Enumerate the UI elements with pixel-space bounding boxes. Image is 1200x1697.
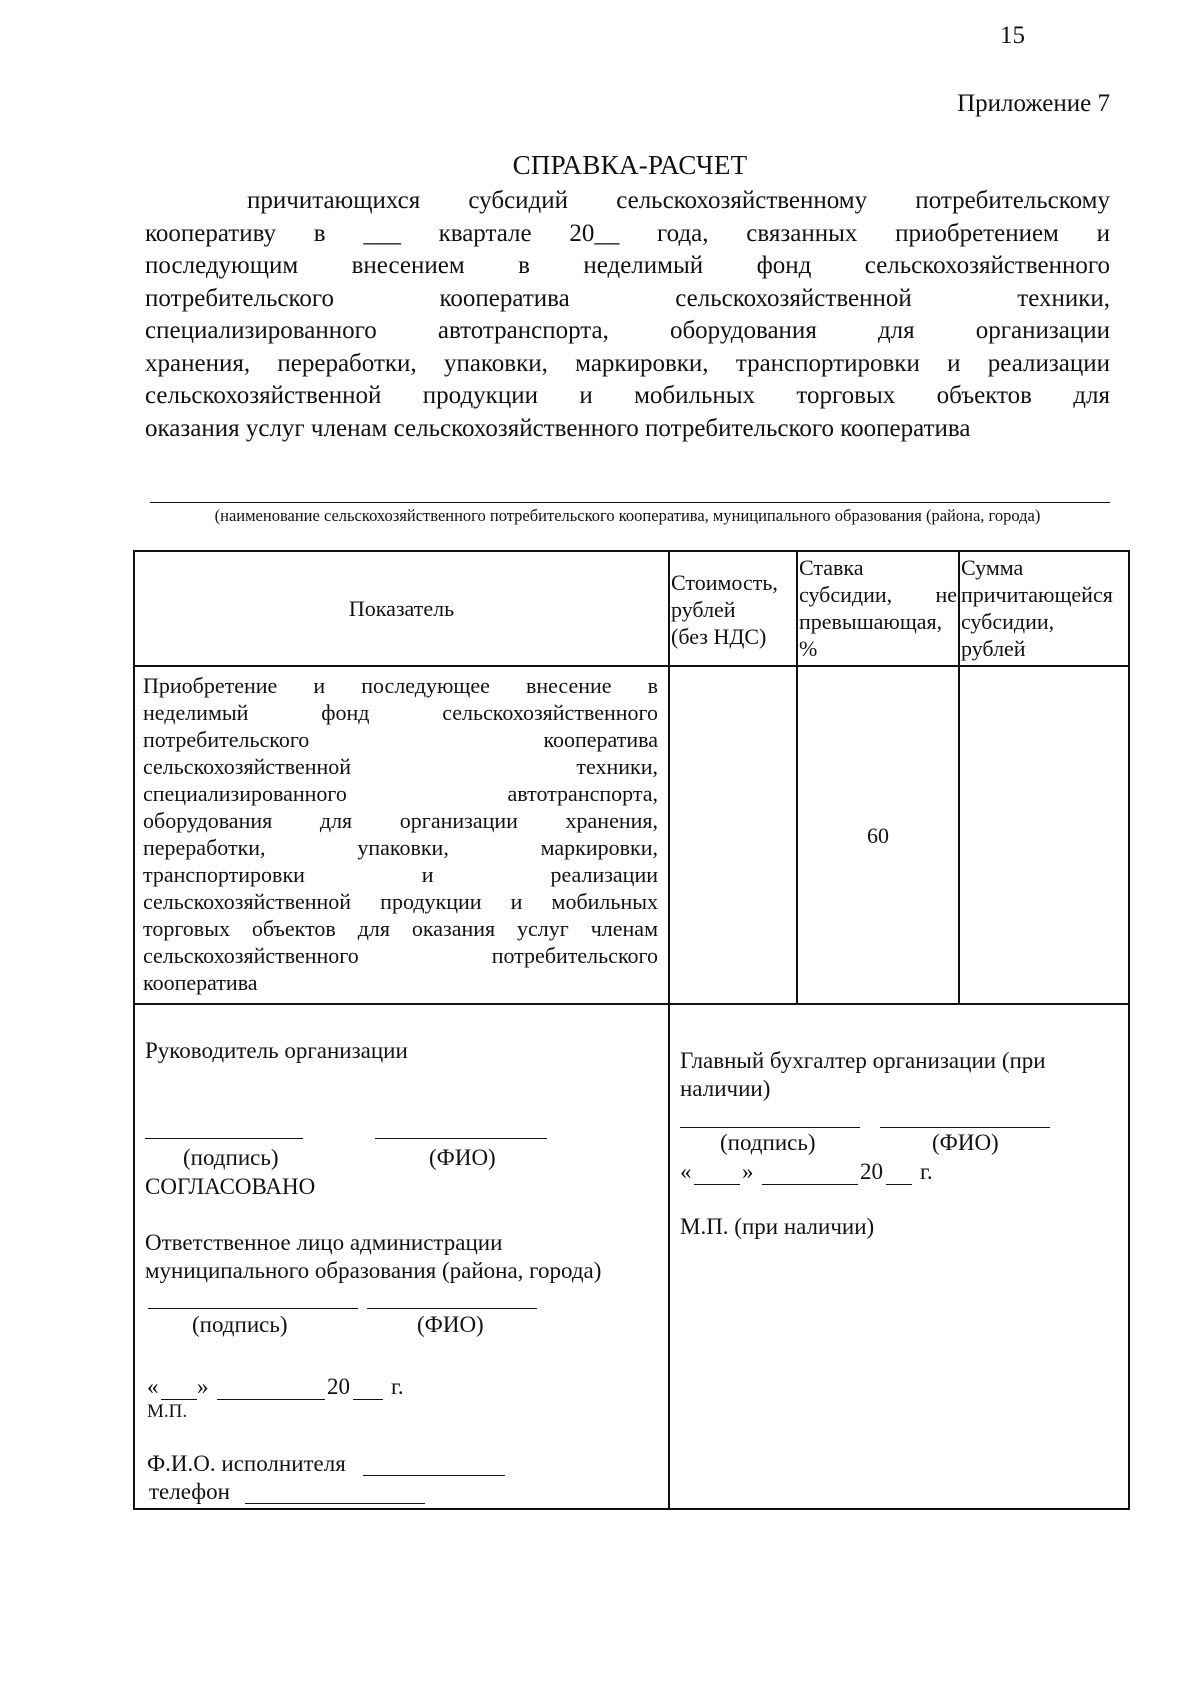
header-rate — [797, 551, 959, 666]
date-g: г. — [920, 1159, 933, 1184]
accountant-line: Главный бухгалтер организации (при — [680, 1048, 1046, 1073]
date-year-prefix: 20 — [860, 1159, 883, 1184]
head-signature-line — [145, 1138, 303, 1139]
header-cost-line: (без НДС) — [671, 624, 767, 649]
header-rate-line: субсидии, не — [799, 582, 957, 607]
date-year-prefix: 20 — [327, 1374, 350, 1399]
subtitle-line: сельскохозяйственной продукции и мобильных торговых объектов для — [145, 382, 1110, 409]
indicator-line: торговых объектов для оказания услуг членам — [143, 916, 658, 941]
subtitle-line: последующим внесением в неделимый фонд сельскохозяйственного — [145, 252, 1110, 279]
rate-value-cell — [797, 666, 959, 1004]
document-title: СПРАВКА-РАСЧЕТ — [512, 150, 748, 180]
date-g: г. — [391, 1374, 404, 1399]
cooperative-name-line — [150, 502, 1110, 503]
date-day-line — [694, 1184, 740, 1185]
sum-value-cell — [959, 666, 1129, 1004]
right-signature-block — [669, 1004, 1129, 1509]
subtitle-line: потребительского кооператива сельскохозяйственной техники, — [145, 284, 1110, 312]
left-signature-block — [134, 1004, 669, 1509]
calculation-table — [133, 550, 1130, 1510]
indicator-description — [134, 666, 669, 1004]
header-sum-line: рублей — [961, 636, 1026, 661]
date-close-quote: » — [742, 1159, 754, 1184]
document-subtitle — [145, 185, 1110, 445]
subtitle-line: оказания услуг членам сельскохозяйственного потребительского кооператива — [145, 414, 971, 442]
cost-value-cell — [669, 666, 797, 1004]
header-sum-line: субсидии, — [961, 609, 1055, 634]
phone-label: телефон — [149, 1479, 230, 1504]
date-month-line — [217, 1399, 325, 1400]
indicator-line: потребительского кооператива — [143, 727, 658, 752]
indicator-line: сельскохозяйственного потребительского — [143, 943, 658, 968]
header-sum-line: причитающейся — [961, 582, 1113, 607]
agreed-label: СОГЛАСОВАНО — [145, 1174, 316, 1199]
date-month-line — [762, 1184, 858, 1185]
head-fio-line — [375, 1138, 547, 1139]
table-row — [134, 666, 1129, 1004]
responsible-fio-caption: (ФИО) — [417, 1312, 484, 1337]
header-cost-line: рублей — [671, 597, 736, 622]
head-fio-caption: (ФИО) — [429, 1145, 496, 1170]
executor-label: Ф.И.О. исполнителя — [147, 1451, 346, 1476]
appendix-label: Приложение 7 — [957, 90, 1110, 117]
stamp-label: М.П. — [147, 1401, 188, 1422]
responsible-signature-line — [148, 1308, 358, 1309]
subtitle-line: специализированного автотранспорта, оборудования для организации — [145, 317, 1110, 344]
indicator-line: транспортировки и реализации — [143, 862, 658, 887]
indicator-line: оборудования для организации хранения, — [143, 808, 658, 833]
head-signature-caption: (подпись) — [183, 1145, 279, 1170]
indicator-line: сельскохозяйственной продукции и мобильных — [143, 889, 658, 914]
indicator-line: Приобретение и последующее внесение в — [143, 673, 658, 698]
header-sum — [959, 551, 1129, 666]
responsible-fio-line — [367, 1308, 537, 1309]
indicator-line: кооператива — [143, 970, 258, 995]
accountant-fio-line — [880, 1127, 1050, 1128]
accountant-signature-caption: (подпись) — [720, 1130, 816, 1155]
date-open-quote: « — [147, 1374, 159, 1399]
header-sum-line: Сумма — [961, 555, 1024, 580]
responsible-line: муниципального образования (района, города) — [145, 1258, 602, 1283]
responsible-line: Ответственное лицо администрации — [145, 1230, 503, 1255]
indicator-line: сельскохозяйственной техники, — [143, 754, 658, 779]
date-close-quote: » — [197, 1374, 209, 1399]
responsible-signature-caption: (подпись) — [192, 1312, 288, 1337]
accountant-line: наличии) — [680, 1076, 771, 1101]
cooperative-name-caption: (наименование сельскохозяйственного потребительского кооператива, муниципального образования (района, города) — [214, 506, 1041, 525]
head-label: Руководитель организации — [145, 1038, 408, 1063]
phone-line — [245, 1503, 425, 1504]
signature-row — [134, 1004, 1129, 1509]
accountant-fio-caption: (ФИО) — [932, 1130, 999, 1155]
subtitle-line: хранения, переработки, упаковки, маркировки, транспортировки и реализации — [145, 349, 1110, 377]
indicator-line: специализированного автотранспорта, — [143, 781, 658, 806]
subtitle-line: причитающихся субсидий сельскохозяйственному потребительскому — [247, 187, 1110, 214]
date-year-line — [353, 1399, 383, 1400]
table-header-row — [134, 551, 1129, 666]
header-indicator — [134, 551, 669, 666]
page-number: 15 — [1000, 22, 1025, 49]
accountant-signature-line — [680, 1127, 860, 1128]
header-cost-line: Стоимость, — [671, 570, 778, 595]
header-indicator-label: Показатель — [348, 596, 455, 621]
header-rate-line: превышающая, — [799, 609, 943, 634]
header-cost — [669, 551, 797, 666]
header-rate-line: % — [799, 636, 818, 661]
indicator-line: переработки, упаковки, маркировки, — [143, 835, 658, 860]
subtitle-line: кооперативу в ___ квартале 20__ года, связанных приобретением и — [145, 219, 1110, 247]
executor-line — [363, 1475, 505, 1476]
date-year-line — [886, 1184, 912, 1185]
date-open-quote: « — [680, 1159, 692, 1184]
stamp-label: М.П. (при наличии) — [680, 1214, 875, 1239]
indicator-line: неделимый фонд сельскохозяйственного — [143, 700, 658, 725]
rate-value: 60 — [867, 822, 889, 848]
header-rate-line: Ставка — [799, 555, 864, 580]
